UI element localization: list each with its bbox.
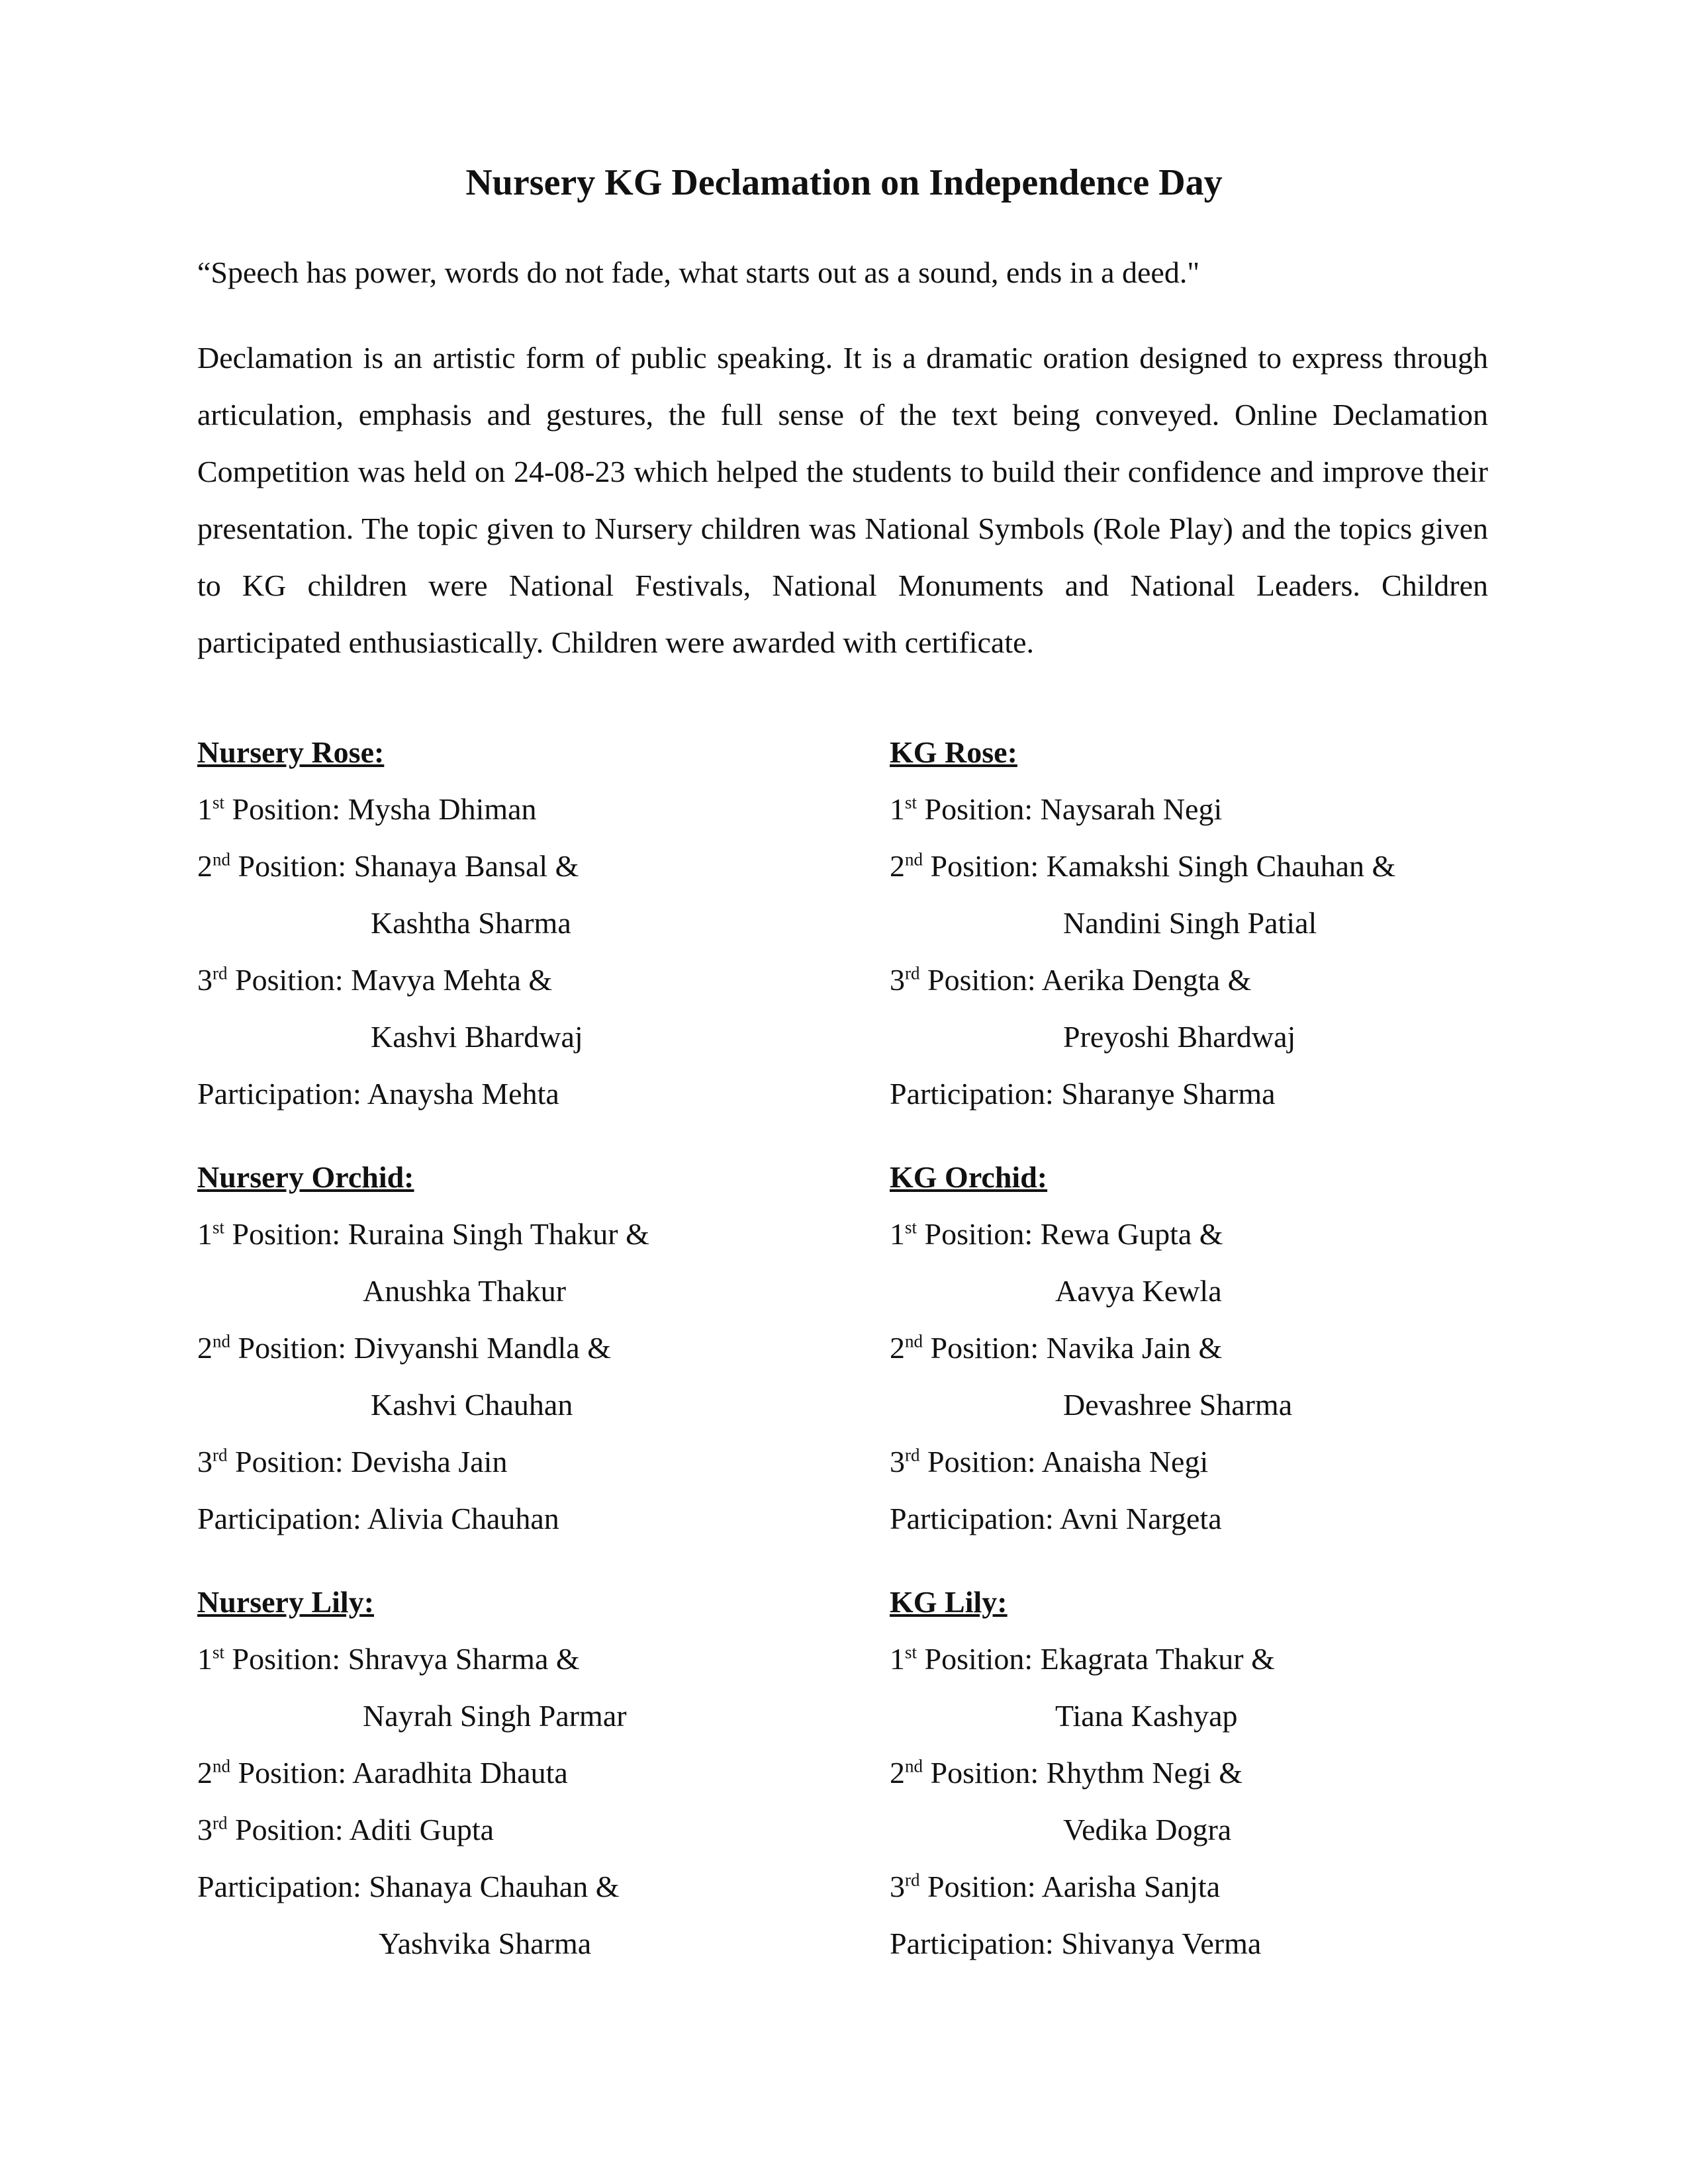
group-kg-rose (890, 724, 1552, 1122)
third-position: 3rd Position: Mavya Mehta & (197, 963, 553, 997)
winner-name: Aerika Dengta & (1041, 963, 1252, 997)
third-position: 3rd Position: Anaisha Negi (890, 1445, 1209, 1479)
third-position: 3rd Position: Aerika Dengta & (890, 963, 1252, 997)
winner-name: Nayrah Singh Parmar (363, 1699, 627, 1733)
group-heading: Nursery Lily: (197, 1585, 375, 1619)
winner-name: Rhythm Negi & (1046, 1756, 1243, 1790)
winner-name: Mavya Mehta & (351, 963, 553, 997)
winner-name: Kamakshi Singh Chauhan & (1046, 849, 1396, 883)
winner-name: Tiana Kashyap (1055, 1699, 1238, 1733)
participant-name: Avni Nargeta (1059, 1502, 1222, 1535)
group-nursery-lily (197, 1574, 859, 1972)
group-heading: Nursery Orchid: (197, 1160, 414, 1194)
participation: Participation: Avni Nargeta (890, 1502, 1222, 1535)
winner-name: Ruraina Singh Thakur & (348, 1217, 649, 1251)
participant-name: Shivanya Verma (1061, 1927, 1262, 1960)
second-position: 2nd Position: Aaradhita Dhauta (197, 1756, 568, 1790)
second-position: 2nd Position: Divyanshi Mandla & (197, 1331, 612, 1365)
second-position: 2nd Position: Navika Jain & (890, 1331, 1223, 1365)
participation: Participation: Anaysha Mehta (197, 1077, 559, 1111)
group-heading: KG Orchid: (890, 1160, 1048, 1194)
winner-name: Shravya Sharma & (348, 1642, 580, 1676)
winner-name: Aaradhita Dhauta (352, 1756, 568, 1790)
winner-name: Aavya Kewla (1055, 1274, 1222, 1308)
group-nursery-orchid (197, 1149, 859, 1547)
winner-name: Rewa Gupta & (1040, 1217, 1223, 1251)
winner-name: Navika Jain & (1046, 1331, 1223, 1365)
first-position: 1st Position: Mysha Dhiman (197, 792, 537, 826)
winner-name: Anaisha Negi (1041, 1445, 1209, 1479)
quote: “Speech has power, words do not fade, what starts out as a sound, ends in a deed." (197, 255, 1200, 289)
page-title: Nursery KG Declamation on Independence Day (465, 162, 1223, 203)
winner-name: Divyanshi Mandla & (353, 1331, 612, 1365)
winner-name: Shanaya Bansal & (353, 849, 579, 883)
first-position: 1st Position: Naysarah Negi (890, 792, 1223, 826)
group-nursery-rose (197, 724, 859, 1122)
third-position: 3rd Position: Devisha Jain (197, 1445, 508, 1479)
participant-name: Alivia Chauhan (367, 1502, 559, 1535)
winner-name: Devisha Jain (351, 1445, 508, 1479)
participant-name: Yashvika Sharma (379, 1927, 592, 1960)
winner-name: Anushka Thakur (363, 1274, 567, 1308)
winner-name: Mysha Dhiman (348, 792, 537, 826)
participation: Participation: Alivia Chauhan (197, 1502, 559, 1535)
winner-name: Kashtha Sharma (371, 906, 571, 940)
winner-name: Aarisha Sanjta (1041, 1870, 1221, 1903)
second-position: 2nd Position: Shanaya Bansal & (197, 849, 579, 883)
winner-name: Ekagrata Thakur & (1040, 1642, 1275, 1676)
participation: Participation: Shivanya Verma (890, 1927, 1262, 1960)
third-position: 3rd Position: Aditi Gupta (197, 1813, 494, 1846)
winner-name: Kashvi Chauhan (371, 1388, 573, 1422)
participation: Participation: Shanaya Chauhan & (197, 1870, 620, 1903)
description-paragraph: Declamation is an artistic form of public speaking. It is a dramatic oration designed to express through articulation, emphasis and gestures, the full sense of the text being conveyed. Online Declamation Competition was held on 24-08-23 which helped the students to build their confidence and improve their presentation. The topic given to Nursery children was National Symbols (Role Play) and the topics given to KG children were National Festivals, National Monuments and National Leaders. Children participated enthusiastically. Children were awarded with certificate. (197, 341, 1488, 659)
group-heading: KG Lily: (890, 1585, 1008, 1619)
participant-name: Anaysha Mehta (367, 1077, 559, 1111)
first-position: 1st Position: Shravya Sharma & (197, 1642, 580, 1676)
group-heading: KG Rose: (890, 735, 1017, 769)
winner-name: Aditi Gupta (349, 1813, 494, 1846)
winner-name: Naysarah Negi (1040, 792, 1223, 826)
third-position: 3rd Position: Aarisha Sanjta (890, 1870, 1221, 1903)
first-position: 1st Position: Ruraina Singh Thakur & (197, 1217, 649, 1251)
winner-name: Nandini Singh Patial (1063, 906, 1317, 940)
winner-name: Devashree Sharma (1063, 1388, 1293, 1422)
winner-name: Vedika Dogra (1063, 1813, 1232, 1846)
first-position: 1st Position: Rewa Gupta & (890, 1217, 1223, 1251)
participant-name: Sharanye Sharma (1061, 1077, 1276, 1111)
participant-name: Shanaya Chauhan & (369, 1870, 620, 1903)
participation: Participation: Sharanye Sharma (890, 1077, 1276, 1111)
group-kg-orchid (890, 1149, 1552, 1547)
second-position: 2nd Position: Kamakshi Singh Chauhan & (890, 849, 1396, 883)
group-kg-lily (890, 1574, 1552, 1972)
second-position: 2nd Position: Rhythm Negi & (890, 1756, 1243, 1790)
first-position: 1st Position: Ekagrata Thakur & (890, 1642, 1275, 1676)
winner-name: Kashvi Bhardwaj (371, 1020, 583, 1054)
winner-name: Preyoshi Bhardwaj (1063, 1020, 1296, 1054)
group-heading: Nursery Rose: (197, 735, 385, 769)
